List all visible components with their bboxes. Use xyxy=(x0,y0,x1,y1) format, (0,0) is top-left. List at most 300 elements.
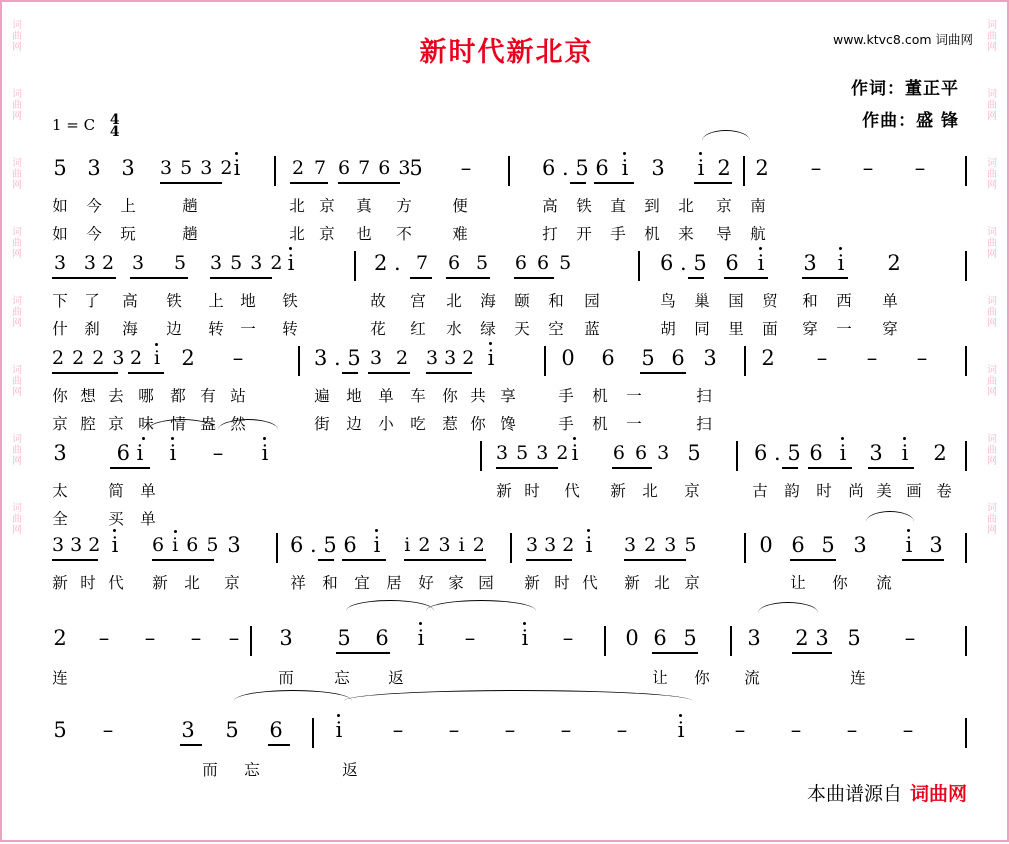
barline xyxy=(965,626,967,656)
beam xyxy=(688,277,704,279)
lyric: 如 xyxy=(52,225,68,243)
lyric: 情 xyxy=(170,415,186,433)
note: 3 xyxy=(369,347,383,369)
lyric: 京 xyxy=(108,415,124,433)
lyric: 机 xyxy=(592,415,608,433)
note: i xyxy=(757,251,765,275)
footer-credit xyxy=(807,779,967,806)
lyric: 海 xyxy=(122,320,138,338)
note: 3 xyxy=(853,533,867,557)
lyric: 园 xyxy=(478,574,494,592)
lyric: 刹 xyxy=(84,320,100,338)
lyric: 便 xyxy=(452,197,468,215)
octave-dot xyxy=(142,437,145,440)
footer-brand: 词曲网 xyxy=(909,783,967,805)
lyric: 京 xyxy=(319,225,335,243)
lyric: 和 xyxy=(322,574,338,592)
watermark-text: 词 曲 网 xyxy=(987,365,997,398)
lyric: 新 xyxy=(624,574,640,592)
watermark-text: 词 曲 网 xyxy=(987,503,997,536)
note-dotted: 3 . 5 xyxy=(314,346,361,370)
lyric: 遍 xyxy=(314,387,330,405)
lyric: 巢 xyxy=(694,292,710,310)
lyric: 水 xyxy=(446,320,462,338)
note-group: 3 3 2 xyxy=(526,534,575,556)
lyric: 你 xyxy=(832,574,848,592)
beam xyxy=(52,559,98,561)
lyric: 共 xyxy=(470,387,486,405)
barline xyxy=(312,718,314,748)
lyric: 边 xyxy=(346,415,362,433)
lyric: 而 xyxy=(278,669,294,687)
beam xyxy=(496,467,558,469)
note: 3 xyxy=(279,626,293,650)
lyric: 一 xyxy=(626,387,642,405)
lyric: 时 xyxy=(816,482,832,500)
barline xyxy=(965,251,967,281)
barline xyxy=(510,533,512,563)
octave-dot xyxy=(759,247,762,250)
note-dotted: 6 . 5 xyxy=(660,251,707,275)
lyric: 代 xyxy=(108,574,124,592)
beam xyxy=(404,559,486,561)
lyric: 真 xyxy=(356,197,372,215)
watermark-text: 词 曲 网 xyxy=(987,158,997,191)
lyric: 新 xyxy=(52,574,68,592)
note: 3 xyxy=(651,156,665,180)
lyric: 里 xyxy=(728,320,744,338)
lyric: 单 xyxy=(140,510,156,528)
note-dotted: 6 . 5 xyxy=(290,533,337,557)
lyric: 卷 xyxy=(936,482,952,500)
lyric: 和 xyxy=(548,292,564,310)
lyric: 同 xyxy=(694,320,710,338)
barline xyxy=(730,626,732,656)
lyric: 新 xyxy=(152,574,168,592)
octave-dot xyxy=(699,152,702,155)
lyric: 时 xyxy=(80,574,96,592)
lyric: 街 xyxy=(314,415,330,433)
lyric: 站 xyxy=(230,387,246,405)
lyric: 京 xyxy=(684,574,700,592)
note: 5 xyxy=(337,626,351,650)
note: i xyxy=(111,533,119,557)
dash: – xyxy=(916,346,928,370)
note: i xyxy=(521,626,529,650)
lyric: 京 xyxy=(52,415,68,433)
lyric: 北 xyxy=(289,225,305,243)
watermark-text: 词 曲 网 xyxy=(12,365,22,398)
lyric: 北 xyxy=(678,197,694,215)
lyric: 腔 xyxy=(80,415,96,433)
note: 2 xyxy=(761,346,775,370)
lyric: 下 xyxy=(52,292,68,310)
lyric: 韵 xyxy=(784,482,800,500)
octave-dot xyxy=(113,529,116,532)
lyric: 味 xyxy=(138,415,154,433)
lyric: 祥 xyxy=(290,574,306,592)
note-group: 2 2 2 3 xyxy=(52,347,126,369)
lyric: 尚 xyxy=(848,482,864,500)
dash: – xyxy=(790,718,802,742)
note: 3 xyxy=(227,533,241,557)
note-group: i 2 3 i 2 xyxy=(404,534,486,556)
lyric: 惹 xyxy=(442,415,458,433)
lyric: 宫 xyxy=(410,292,426,310)
note-group: 6 6 3 xyxy=(612,442,672,464)
beam xyxy=(652,652,698,654)
lyric: 单 xyxy=(378,387,394,405)
beam xyxy=(808,467,852,469)
lyric: 享 xyxy=(500,387,516,405)
octave-dot xyxy=(841,437,844,440)
note: 3 xyxy=(53,441,67,465)
octave-dot xyxy=(907,529,910,532)
lyric: 时 xyxy=(524,482,540,500)
note: i xyxy=(335,718,343,742)
note: 6 xyxy=(595,156,609,180)
beam xyxy=(268,744,290,746)
barline xyxy=(480,441,482,471)
octave-dot xyxy=(903,437,906,440)
barline xyxy=(744,533,746,563)
note: 6 xyxy=(269,718,283,742)
lyric: 小 xyxy=(378,415,394,433)
lyric: 绿 xyxy=(480,320,496,338)
lyric: 今 xyxy=(86,225,102,243)
lyric: 了 xyxy=(84,292,100,310)
dash: – xyxy=(392,718,404,742)
barline xyxy=(965,718,967,748)
lyric: 时 xyxy=(554,574,570,592)
lyric: 单 xyxy=(882,292,898,310)
lyric: 转 xyxy=(282,320,298,338)
lyric: 颐 xyxy=(514,292,530,310)
beam xyxy=(612,467,652,469)
note: 5 xyxy=(53,718,67,742)
note-group: 3 3 2 xyxy=(426,347,475,369)
lyric: 海 xyxy=(480,292,496,310)
note: 7 xyxy=(415,252,429,274)
note: i xyxy=(373,533,381,557)
beam xyxy=(792,652,832,654)
beam xyxy=(514,277,554,279)
lyric: 转 xyxy=(208,320,224,338)
note: 2 xyxy=(291,157,305,179)
note: 5 xyxy=(821,533,835,557)
note: 6 xyxy=(809,441,823,465)
rest: 0 xyxy=(625,626,639,650)
lyric: 花 xyxy=(370,320,386,338)
lyric: 手 xyxy=(558,387,574,405)
beam xyxy=(290,182,328,184)
lyric: 上 xyxy=(120,197,136,215)
watermark-text: 词 曲 网 xyxy=(12,434,22,467)
lyric: 忘 xyxy=(334,669,350,687)
lyric: 上 xyxy=(208,292,224,310)
barline xyxy=(965,441,967,471)
note: i xyxy=(287,251,295,275)
dash: – xyxy=(562,626,574,650)
note: 2 xyxy=(53,626,67,650)
time-top: 4 xyxy=(109,112,120,128)
note-group: 6 6 5 xyxy=(514,252,574,274)
note: 2 xyxy=(129,347,143,369)
dash: – xyxy=(902,718,914,742)
lyric: 好 xyxy=(418,574,434,592)
dash: – xyxy=(102,718,114,742)
lyric: 新 xyxy=(524,574,540,592)
dash: – xyxy=(464,626,476,650)
lyric: 去 xyxy=(108,387,124,405)
note: i xyxy=(677,718,685,742)
note: 5 xyxy=(409,156,423,180)
lyric: 方 xyxy=(396,197,412,215)
barline xyxy=(744,346,746,376)
lyric: 铁 xyxy=(282,292,298,310)
barline xyxy=(508,156,510,186)
watermark-text: 词 曲 网 xyxy=(987,227,997,260)
beam xyxy=(128,372,164,374)
octave-dot xyxy=(337,714,340,717)
beam xyxy=(624,559,686,561)
note: i xyxy=(901,441,909,465)
lyric: 扫 xyxy=(696,415,712,433)
lyric: 趟 xyxy=(182,197,198,215)
beam xyxy=(640,372,686,374)
note-group: 3 3 2 xyxy=(52,534,101,556)
dash: – xyxy=(98,626,110,650)
dash: – xyxy=(212,441,224,465)
barline xyxy=(604,626,606,656)
beam xyxy=(160,182,222,184)
lyric: 全 xyxy=(52,510,68,528)
lyric: 到 xyxy=(644,197,660,215)
lyric: 南 xyxy=(750,197,766,215)
lyric: 天 xyxy=(514,320,530,338)
watermark-text: 词 曲 网 xyxy=(987,89,997,122)
lyric: 扫 xyxy=(696,387,712,405)
lyric: 然 xyxy=(230,415,246,433)
note: 3 xyxy=(747,626,761,650)
barline xyxy=(743,156,745,186)
lyric: 故 xyxy=(370,292,386,310)
lyric: 难 xyxy=(452,225,468,243)
lyric: 流 xyxy=(876,574,892,592)
dash: – xyxy=(448,718,460,742)
note: 3 xyxy=(87,156,101,180)
beam xyxy=(210,277,272,279)
lyric: 返 xyxy=(342,761,358,779)
lyric: 有 xyxy=(200,387,216,405)
note: 2 xyxy=(933,441,947,465)
note: 2 xyxy=(755,156,769,180)
beam xyxy=(902,559,944,561)
lyric: 单 xyxy=(140,482,156,500)
note: 2 xyxy=(887,251,901,275)
octave-dot xyxy=(523,622,526,625)
note: 5 xyxy=(475,252,489,274)
lyric: 宜 xyxy=(354,574,370,592)
lyric: 铁 xyxy=(576,197,592,215)
lyric: 胡 xyxy=(660,320,676,338)
lyric: 流 xyxy=(744,669,760,687)
barline xyxy=(274,156,276,186)
octave-dot xyxy=(573,437,576,440)
lyric: 也 xyxy=(356,225,372,243)
beam xyxy=(342,559,386,561)
beam xyxy=(338,182,400,184)
note: 6 xyxy=(791,533,805,557)
watermark-text: 词 曲 网 xyxy=(12,158,22,191)
note-group: 3 5 3 2 xyxy=(210,252,284,274)
dash: – xyxy=(866,346,878,370)
lyric: 北 xyxy=(446,292,462,310)
lyric: 而 xyxy=(202,761,218,779)
lyric: 高 xyxy=(542,197,558,215)
octave-dot xyxy=(235,152,238,155)
note-dotted: 6 . 5 xyxy=(542,156,589,180)
barline xyxy=(638,251,640,281)
rest: 0 xyxy=(561,346,575,370)
beam xyxy=(868,467,914,469)
note: 6 xyxy=(671,346,685,370)
beam xyxy=(110,467,150,469)
note: i xyxy=(261,441,269,465)
note: 5 xyxy=(687,441,701,465)
octave-dot xyxy=(419,622,422,625)
note: 2 xyxy=(181,346,195,370)
lyric: 让 xyxy=(652,669,668,687)
octave-dot xyxy=(839,247,842,250)
watermark-text: 词 曲 网 xyxy=(12,227,22,260)
site-url: www.ktvc8.com 词曲网 xyxy=(832,32,973,47)
note-group: 6 i xyxy=(116,441,144,465)
lyric: 手 xyxy=(558,415,574,433)
lyric: 让 xyxy=(790,574,806,592)
note: 3 xyxy=(929,533,943,557)
dash: – xyxy=(904,626,916,650)
octave-dot xyxy=(171,437,174,440)
lyric: 一 xyxy=(626,415,642,433)
lyric: 穿 xyxy=(802,320,818,338)
lyric: 你 xyxy=(52,387,68,405)
lyric: 机 xyxy=(592,387,608,405)
lyric: 吃 xyxy=(410,415,426,433)
dash: – xyxy=(190,626,202,650)
lyric: 贸 xyxy=(762,292,778,310)
lyric: 直 xyxy=(610,197,626,215)
note: 6 xyxy=(725,251,739,275)
lyric: 古 xyxy=(752,482,768,500)
note: i xyxy=(153,347,161,369)
watermark-text: 词 曲 网 xyxy=(12,89,22,122)
dash: – xyxy=(914,156,926,180)
note: 5 xyxy=(641,346,655,370)
dash: – xyxy=(232,346,244,370)
note: 5 xyxy=(683,626,697,650)
note: 7 xyxy=(313,157,327,179)
note: 3 xyxy=(121,156,135,180)
note: i xyxy=(169,441,177,465)
lyric: 京 xyxy=(684,482,700,500)
lyric: 北 xyxy=(654,574,670,592)
lyric: 都 xyxy=(170,387,186,405)
barline xyxy=(354,251,356,281)
page-title: 新时代新北京 xyxy=(419,37,594,68)
lyric: 太 xyxy=(52,482,68,500)
lyric: 新 xyxy=(496,482,512,500)
dash: – xyxy=(734,718,746,742)
lyric: 你 xyxy=(694,669,710,687)
beam xyxy=(336,652,390,654)
beam xyxy=(782,467,798,469)
note: 3 xyxy=(703,346,717,370)
lyric: 航 xyxy=(750,225,766,243)
lyric: 穿 xyxy=(882,320,898,338)
note: 5 xyxy=(847,626,861,650)
lyric: 美 xyxy=(876,482,892,500)
lyric: 如 xyxy=(52,197,68,215)
lyric: 机 xyxy=(644,225,660,243)
note: i xyxy=(905,533,913,557)
lyric: 京 xyxy=(224,574,240,592)
lyric: 简 xyxy=(108,482,124,500)
lyric: 馋 xyxy=(500,415,516,433)
watermark-text: 词 曲 网 xyxy=(987,20,997,53)
octave-dot xyxy=(375,529,378,532)
octave-dot xyxy=(489,342,492,345)
note-group: 3 2 3 5 xyxy=(624,534,698,556)
dash: – xyxy=(616,718,628,742)
beam xyxy=(724,277,768,279)
note: i xyxy=(585,533,593,557)
octave-dot xyxy=(174,530,177,533)
note: 3 xyxy=(803,251,817,275)
note: 3 xyxy=(131,252,145,274)
lyric: 导 xyxy=(716,225,732,243)
barline xyxy=(965,346,967,376)
lyric: 高 xyxy=(122,292,138,310)
lyric: 西 xyxy=(836,292,852,310)
lyric: 代 xyxy=(564,482,580,500)
note: 5 xyxy=(173,252,187,274)
octave-dot xyxy=(289,247,292,250)
note: i xyxy=(417,626,425,650)
note: i xyxy=(839,441,847,465)
note-group: 3 5 3 2 xyxy=(496,442,570,464)
note-group: 6 i 6 5 xyxy=(152,534,220,556)
note-group: 3 5 3 2 xyxy=(160,157,234,179)
lyric: 边 xyxy=(166,320,182,338)
lyric: 鸟 xyxy=(660,292,676,310)
music-system-1 xyxy=(2,152,1009,247)
dash: – xyxy=(228,626,240,650)
note: i xyxy=(621,156,629,180)
note: i xyxy=(233,156,241,180)
note: 2 xyxy=(395,347,409,369)
beam xyxy=(130,277,188,279)
note: i xyxy=(697,156,705,180)
rest: 0 xyxy=(759,533,773,557)
dash: – xyxy=(810,156,822,180)
lyric: 一 xyxy=(836,320,852,338)
note: 5 xyxy=(53,156,67,180)
barline xyxy=(965,533,967,563)
lyric: 盎 xyxy=(200,415,216,433)
note: 3 xyxy=(53,252,67,274)
beam xyxy=(52,372,118,374)
